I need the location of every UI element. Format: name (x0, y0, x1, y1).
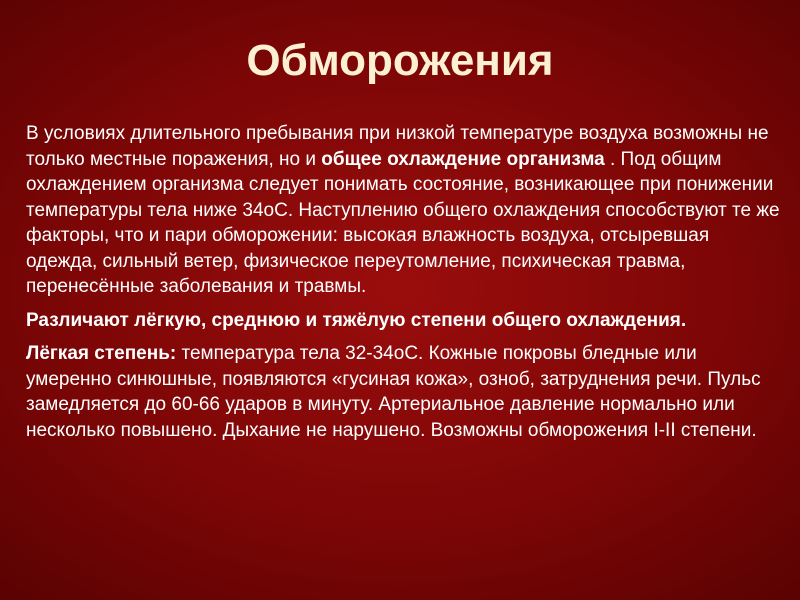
paragraph-mild-degree (26, 341, 782, 443)
paragraph-degrees: Различают лёгкую, среднюю и тяжёлую степени общего охлаждения. (26, 309, 687, 331)
bold-term-general-cooling: общее охлаждение организма (321, 148, 605, 170)
paragraph-general-cooling (26, 121, 782, 300)
paragraph-text: В условиях длительного пребывания при низкой температуре воздуха возможны не только местные поражения, но и (26, 123, 769, 170)
slide-title: Обморожения (246, 36, 554, 85)
paragraph-text: . Под общим охлаждением организма следует понимать состояние, возникающее при понижении температуры тела ниже 34оС. Наступлению общего охлаждения способствуют те же факторы, что и пари обморожении: высокая влажность воздуха, отсыревшая одежда, сильный ветер, физическое переутомление, психическая травма, перенесённые заболевания и травмы. (26, 148, 780, 297)
slide-body (26, 121, 782, 451)
bold-term-mild-degree: Лёгкая степень: (26, 343, 177, 364)
paragraph-text: температура тела 32-34оС. Кожные покровы бледные или умеренно синюшные, появляются «гусиная кожа», озноб, затруднения речи. Пульс замедляется до 60-66 ударов в минуту. Артериальное давление нормально или несколько повышено. Дыхание не нарушено. Возможны обморожения I-II степени. (26, 343, 761, 441)
